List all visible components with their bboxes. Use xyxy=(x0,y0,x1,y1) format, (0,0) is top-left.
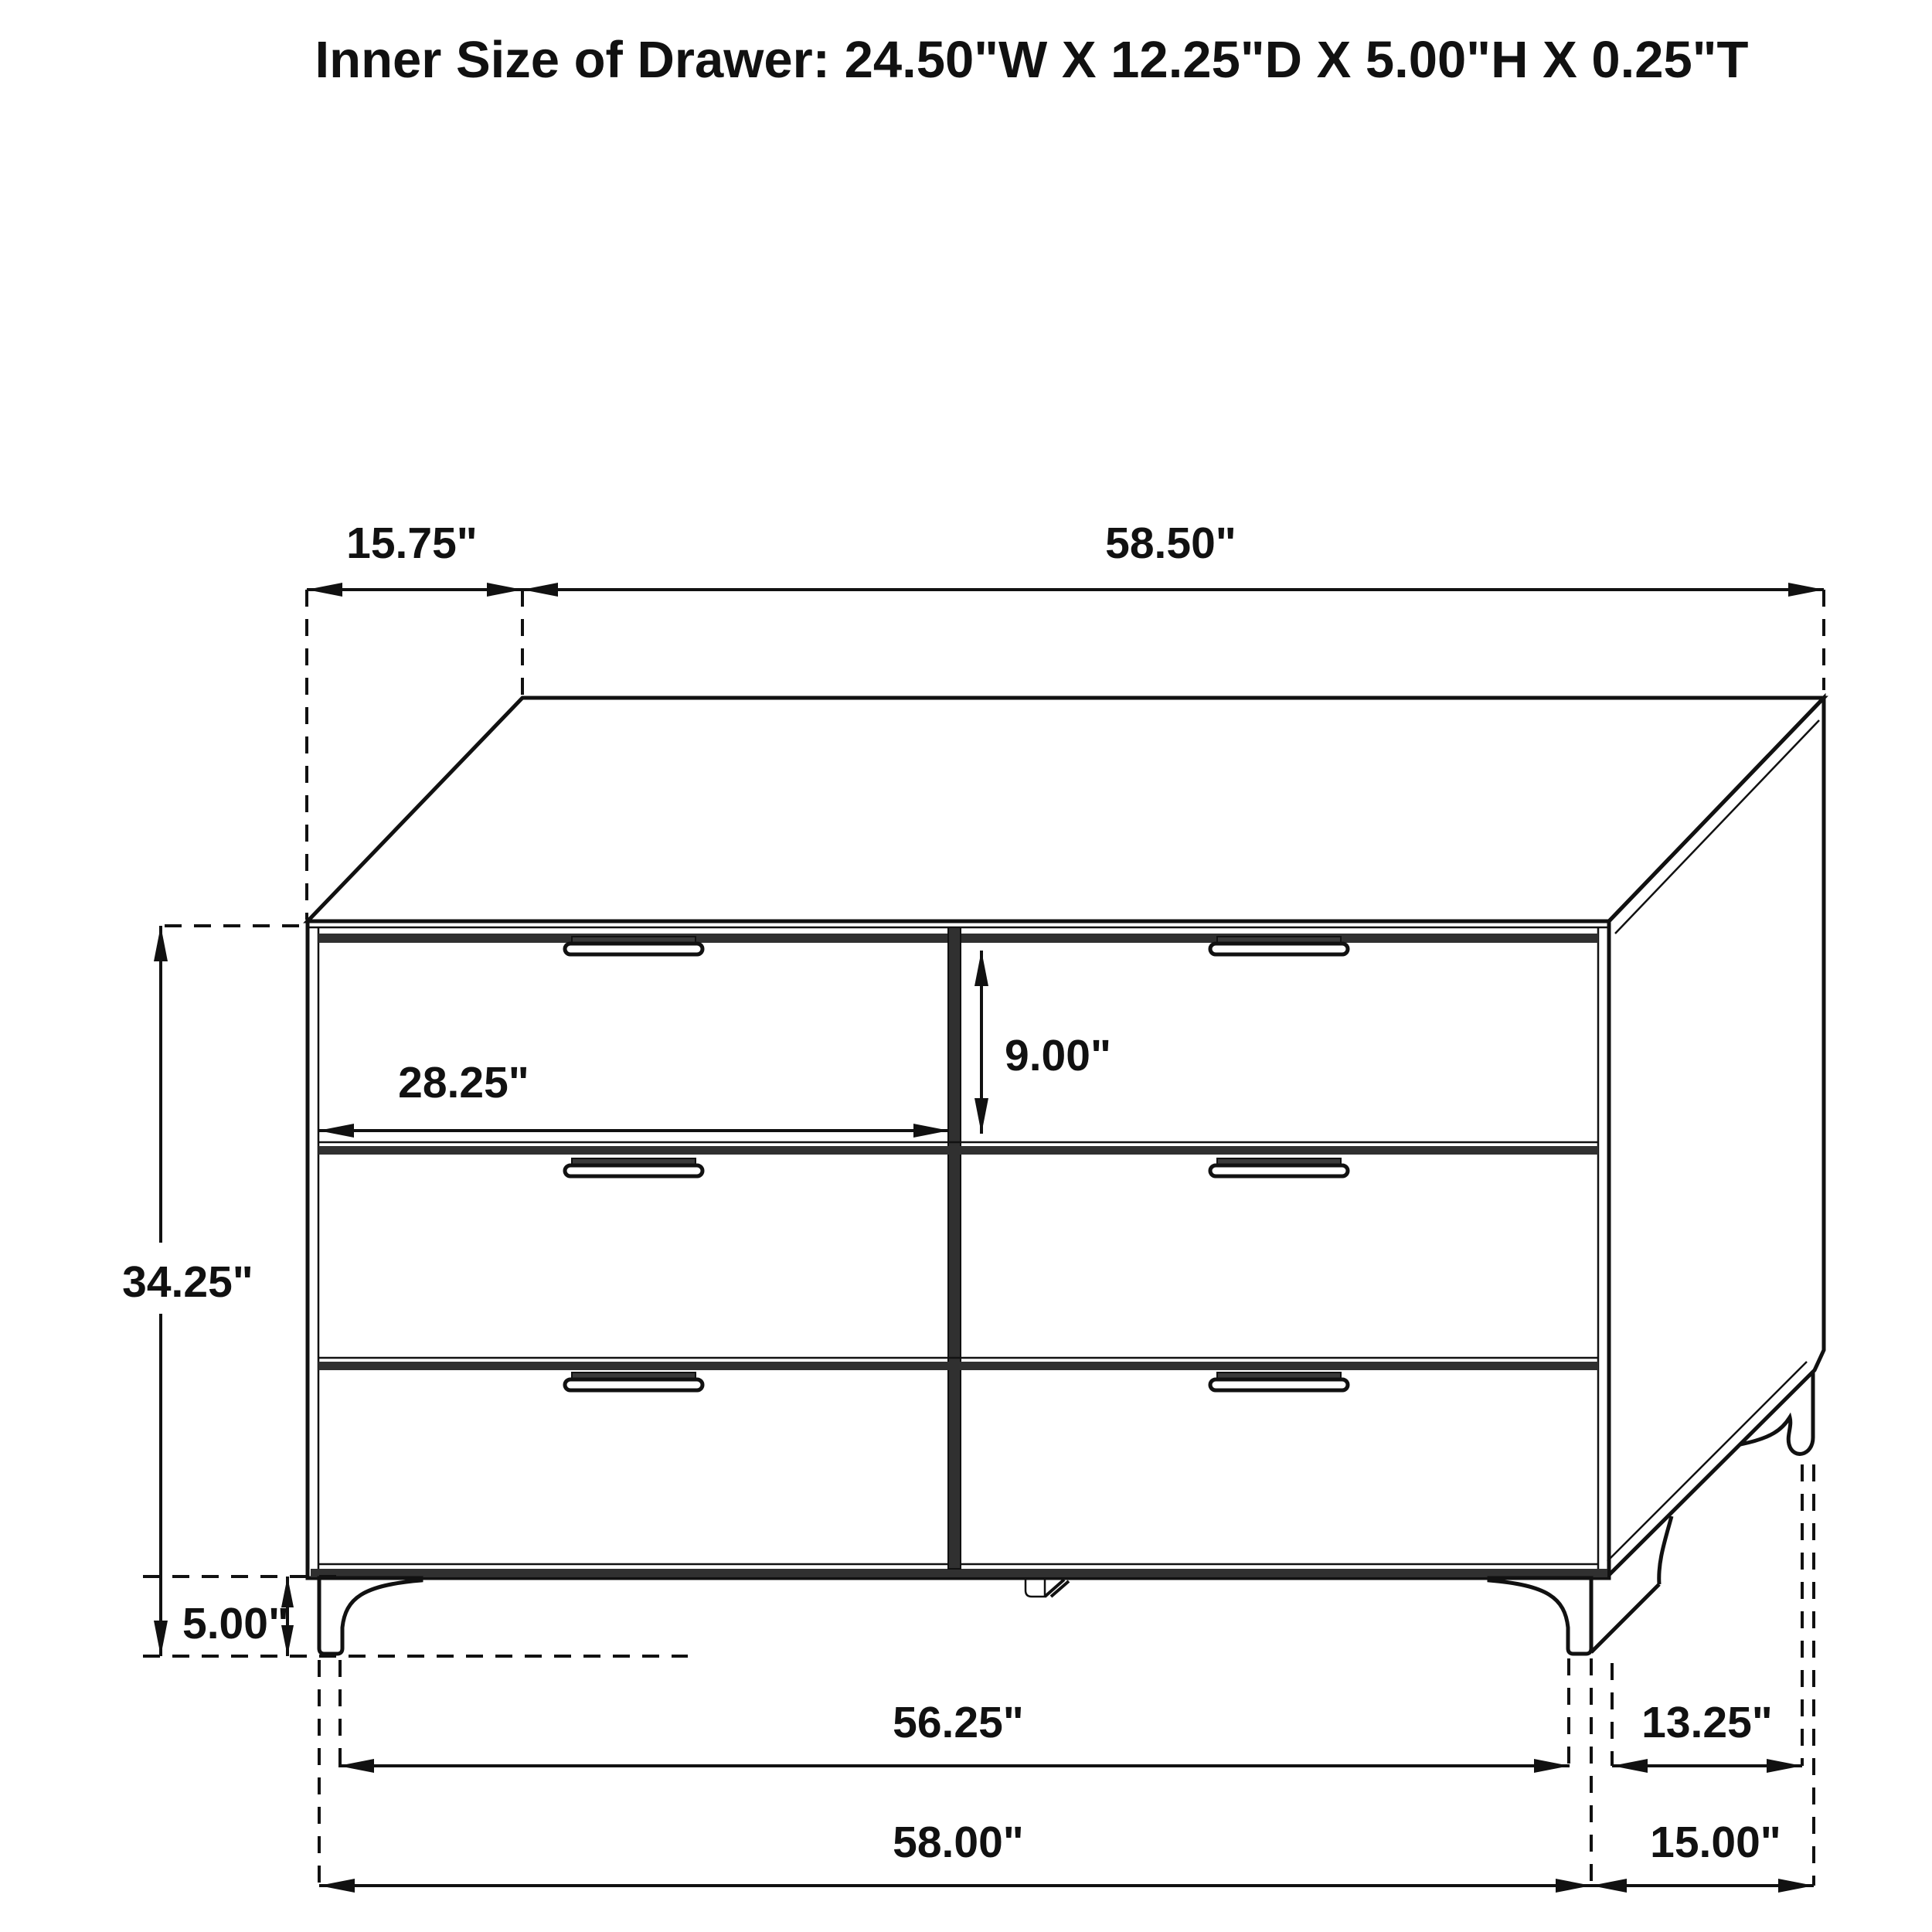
dim-base-depth-label: 15.00" xyxy=(1650,1818,1781,1867)
drawer-handle xyxy=(565,1372,702,1390)
left-front-foot xyxy=(319,1578,421,1654)
drawer-handle xyxy=(1210,937,1348,954)
arrowhead-right xyxy=(1767,1759,1802,1773)
center-back-foot xyxy=(1026,1578,1069,1597)
drawer-handle xyxy=(1210,1372,1348,1390)
arrowhead-left xyxy=(522,583,558,597)
center-divider xyxy=(948,927,961,1569)
handle-lip xyxy=(565,1165,702,1176)
arrowhead-left xyxy=(1591,1879,1627,1893)
right-foot-side-curve xyxy=(1659,1516,1672,1584)
arrowhead-right xyxy=(1534,1759,1570,1773)
dim-leg-height xyxy=(182,1577,294,1656)
diagram-title: Inner Size of Drawer: 24.50"W X 12.25"D X 5.00"H X 0.25"T xyxy=(315,31,1749,89)
dim-leg-height-label: 5.00" xyxy=(182,1599,289,1648)
arrowhead-left xyxy=(338,1759,374,1773)
arrowhead-left xyxy=(319,1879,355,1893)
arrowhead-up xyxy=(154,926,168,961)
dim-top-depth xyxy=(307,519,522,597)
row-divider-band xyxy=(318,1146,1598,1155)
side-panel xyxy=(1607,698,1824,1575)
front-face xyxy=(308,921,1609,1578)
feet xyxy=(319,1516,1672,1654)
drawer-handle xyxy=(565,1158,702,1176)
dim-top-width-label: 58.50" xyxy=(1105,519,1236,568)
side-panel-top-bevel-line xyxy=(1615,720,1819,934)
dim-overall-height xyxy=(99,926,277,1656)
row-divider-band xyxy=(318,1362,1598,1370)
side-panel-shape xyxy=(1609,698,1824,1575)
dresser xyxy=(308,698,1824,1654)
side-panel-bottom-bevel-line xyxy=(1607,1362,1807,1561)
arrowhead-down xyxy=(975,1098,988,1134)
handle-lip xyxy=(1210,1379,1348,1390)
arrowhead-up xyxy=(975,951,988,986)
top-face xyxy=(308,698,1824,927)
dim-overall-height-label: 34.25" xyxy=(122,1257,253,1307)
dim-base-width xyxy=(319,1818,1591,1893)
arrowhead-down xyxy=(154,1621,168,1656)
arrowhead-left xyxy=(307,583,342,597)
arrowhead-right xyxy=(1556,1879,1591,1893)
right-front-foot xyxy=(1489,1578,1591,1654)
dim-base-depth-inner-label: 13.25" xyxy=(1641,1698,1773,1747)
top-face-panel xyxy=(308,698,1824,921)
arrowhead-left xyxy=(1612,1759,1648,1773)
dim-drawer-width xyxy=(318,1058,949,1138)
dim-top-width xyxy=(522,519,1824,597)
handle-lip xyxy=(565,1379,702,1390)
dim-drawer-face-height xyxy=(975,951,1111,1134)
dim-base-depth xyxy=(1591,1818,1814,1893)
handle-lip xyxy=(1210,944,1348,954)
bottom-rail-band xyxy=(311,1569,1607,1577)
dim-drawer-face-height-label: 9.00" xyxy=(1005,1031,1111,1080)
dim-drawer-width-label: 28.25" xyxy=(398,1058,529,1107)
arrowhead-right xyxy=(1788,583,1824,597)
dim-top-depth-label: 15.75" xyxy=(346,519,478,568)
center-foot-bracket xyxy=(1026,1578,1045,1597)
right-foot-depth-edge xyxy=(1591,1584,1659,1652)
drawer-handle xyxy=(1210,1158,1348,1176)
extension-lines xyxy=(143,590,1824,1886)
arrowhead-right xyxy=(487,583,522,597)
arrowhead-left xyxy=(318,1124,354,1138)
drawer-handle xyxy=(565,937,702,954)
dim-base-depth-inner xyxy=(1612,1698,1802,1773)
arrowhead-right xyxy=(1778,1879,1814,1893)
dim-feet-span-label: 56.25" xyxy=(893,1698,1024,1747)
handle-lip xyxy=(1210,1165,1348,1176)
dim-base-width-label: 58.00" xyxy=(893,1818,1024,1867)
dim-feet-span xyxy=(338,1698,1570,1773)
handle-lip xyxy=(565,944,702,954)
arrowhead-right xyxy=(913,1124,949,1138)
